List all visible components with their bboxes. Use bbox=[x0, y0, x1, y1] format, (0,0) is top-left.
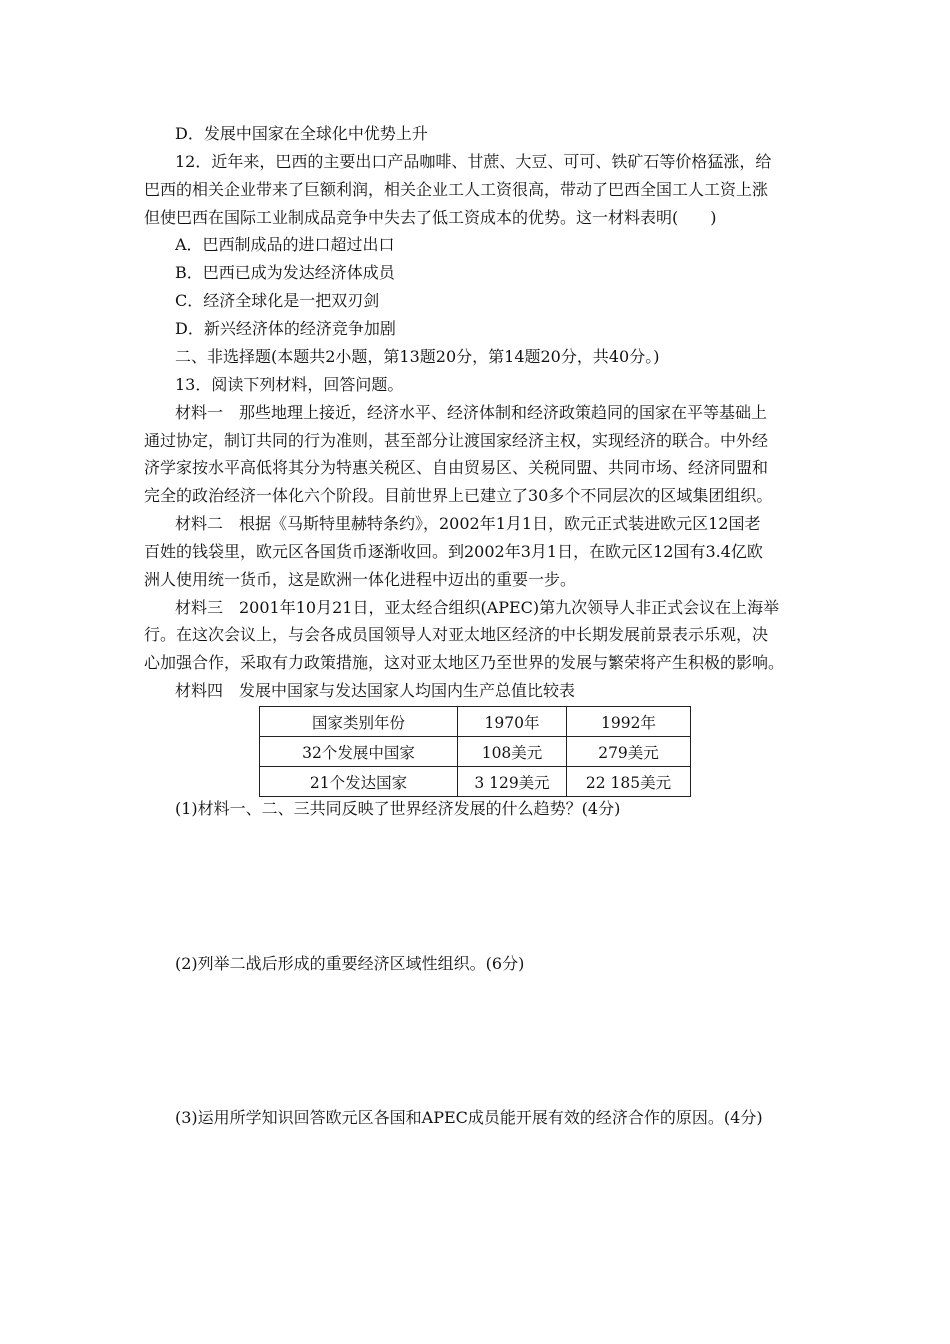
section-heading: 二、非选择题(本题共2小题，第13题20分，第14题20分，共40分。) bbox=[175, 347, 660, 366]
q12-stem-line-1: 12．近年来，巴西的主要出口产品咖啡、甘蔗、大豆、可可、铁矿石等价格猛涨，给 bbox=[175, 152, 772, 171]
gdp-comparison-table bbox=[259, 706, 691, 797]
q12-stem-line-3: 但使巴西在国际工业制成品竞争中失去了低工资成本的优势。这一材料表明( ) bbox=[144, 208, 717, 227]
table-cell: 22 185美元 bbox=[567, 767, 691, 797]
table-header-cell: 1992年 bbox=[567, 707, 691, 737]
table-cell: 21个发达国家 bbox=[260, 767, 458, 797]
sub-question-1: (1)材料一、二、三共同反映了世界经济发展的什么趋势？(4分) bbox=[175, 799, 621, 818]
material1-line-2: 通过协定，制订共同的行为准则，甚至部分让渡国家经济主权，实现经济的联合。中外经 bbox=[144, 431, 769, 450]
material3-line-2: 行。在这次会议上，与会各成员国领导人对亚太地区经济的中长期发展前景表示乐观，决 bbox=[144, 625, 769, 644]
table-cell: 279美元 bbox=[567, 737, 691, 767]
q12-option-d: D．新兴经济体的经济竞争加剧 bbox=[175, 319, 396, 338]
material3-line-1: 材料三 2001年10月21日，亚太经合组织(APEC)第九次领导人非正式会议在上海举 bbox=[175, 598, 780, 617]
material1-line-3: 济学家按水平高低将其分为特惠关税区、自由贸易区、关税同盟、共同市场、经济同盟和 bbox=[144, 458, 769, 477]
q12-option-a: A．巴西制成品的进口超过出口 bbox=[175, 235, 395, 254]
q11-option-d: D．发展中国家在全球化中优势上升 bbox=[175, 124, 428, 143]
material1-line-1: 材料一 那些地理上接近，经济水平、经济体制和经济政策趋同的国家在平等基础上 bbox=[175, 403, 768, 422]
material1-line-4: 完全的政治经济一体化六个阶段。目前世界上已建立了30多个不同层次的区域集团组织。 bbox=[144, 486, 773, 505]
sub-question-3: (3)运用所学知识回答欧元区各国和APEC成员能开展有效的经济合作的原因。(4分) bbox=[175, 1108, 763, 1127]
table-cell: 3 129美元 bbox=[458, 767, 567, 797]
q13-intro: 13．阅读下列材料，回答问题。 bbox=[175, 375, 404, 394]
material4-title: 材料四 发展中国家与发达国家人均国内生产总值比较表 bbox=[175, 681, 576, 700]
table-header-row bbox=[260, 707, 691, 737]
material2-line-2: 百姓的钱袋里，欧元区各国货币逐渐收回。到2002年3月1日，在欧元区12国有3.4亿欧 bbox=[144, 542, 763, 561]
table-cell: 108美元 bbox=[458, 737, 567, 767]
q12-option-b: B．巴西已成为发达经济体成员 bbox=[175, 263, 395, 282]
table-row bbox=[260, 767, 691, 797]
material2-line-1: 材料二 根据《马斯特里赫特条约》，2002年1月1日，欧元正式装进欧元区12国老 bbox=[175, 514, 761, 533]
table-header-cell: 1970年 bbox=[458, 707, 567, 737]
material3-line-3: 心加强合作，采取有力政策措施，这对亚太地区乃至世界的发展与繁荣将产生积极的影响。 bbox=[144, 653, 785, 672]
table-cell: 32个发展中国家 bbox=[260, 737, 458, 767]
q12-option-c: C．经济全球化是一把双刃剑 bbox=[175, 291, 380, 310]
table-row bbox=[260, 737, 691, 767]
sub-question-2: (2)列举二战后形成的重要经济区域性组织。(6分) bbox=[175, 954, 525, 973]
table-header-cell: 国家类别年份 bbox=[260, 707, 458, 737]
material2-line-3: 洲人使用统一货币，这是欧洲一体化进程中迈出的重要一步。 bbox=[144, 570, 577, 589]
q12-stem-line-2: 巴西的相关企业带来了巨额利润，相关企业工人工资很高，带动了巴西全国工人工资上涨 bbox=[144, 180, 769, 199]
